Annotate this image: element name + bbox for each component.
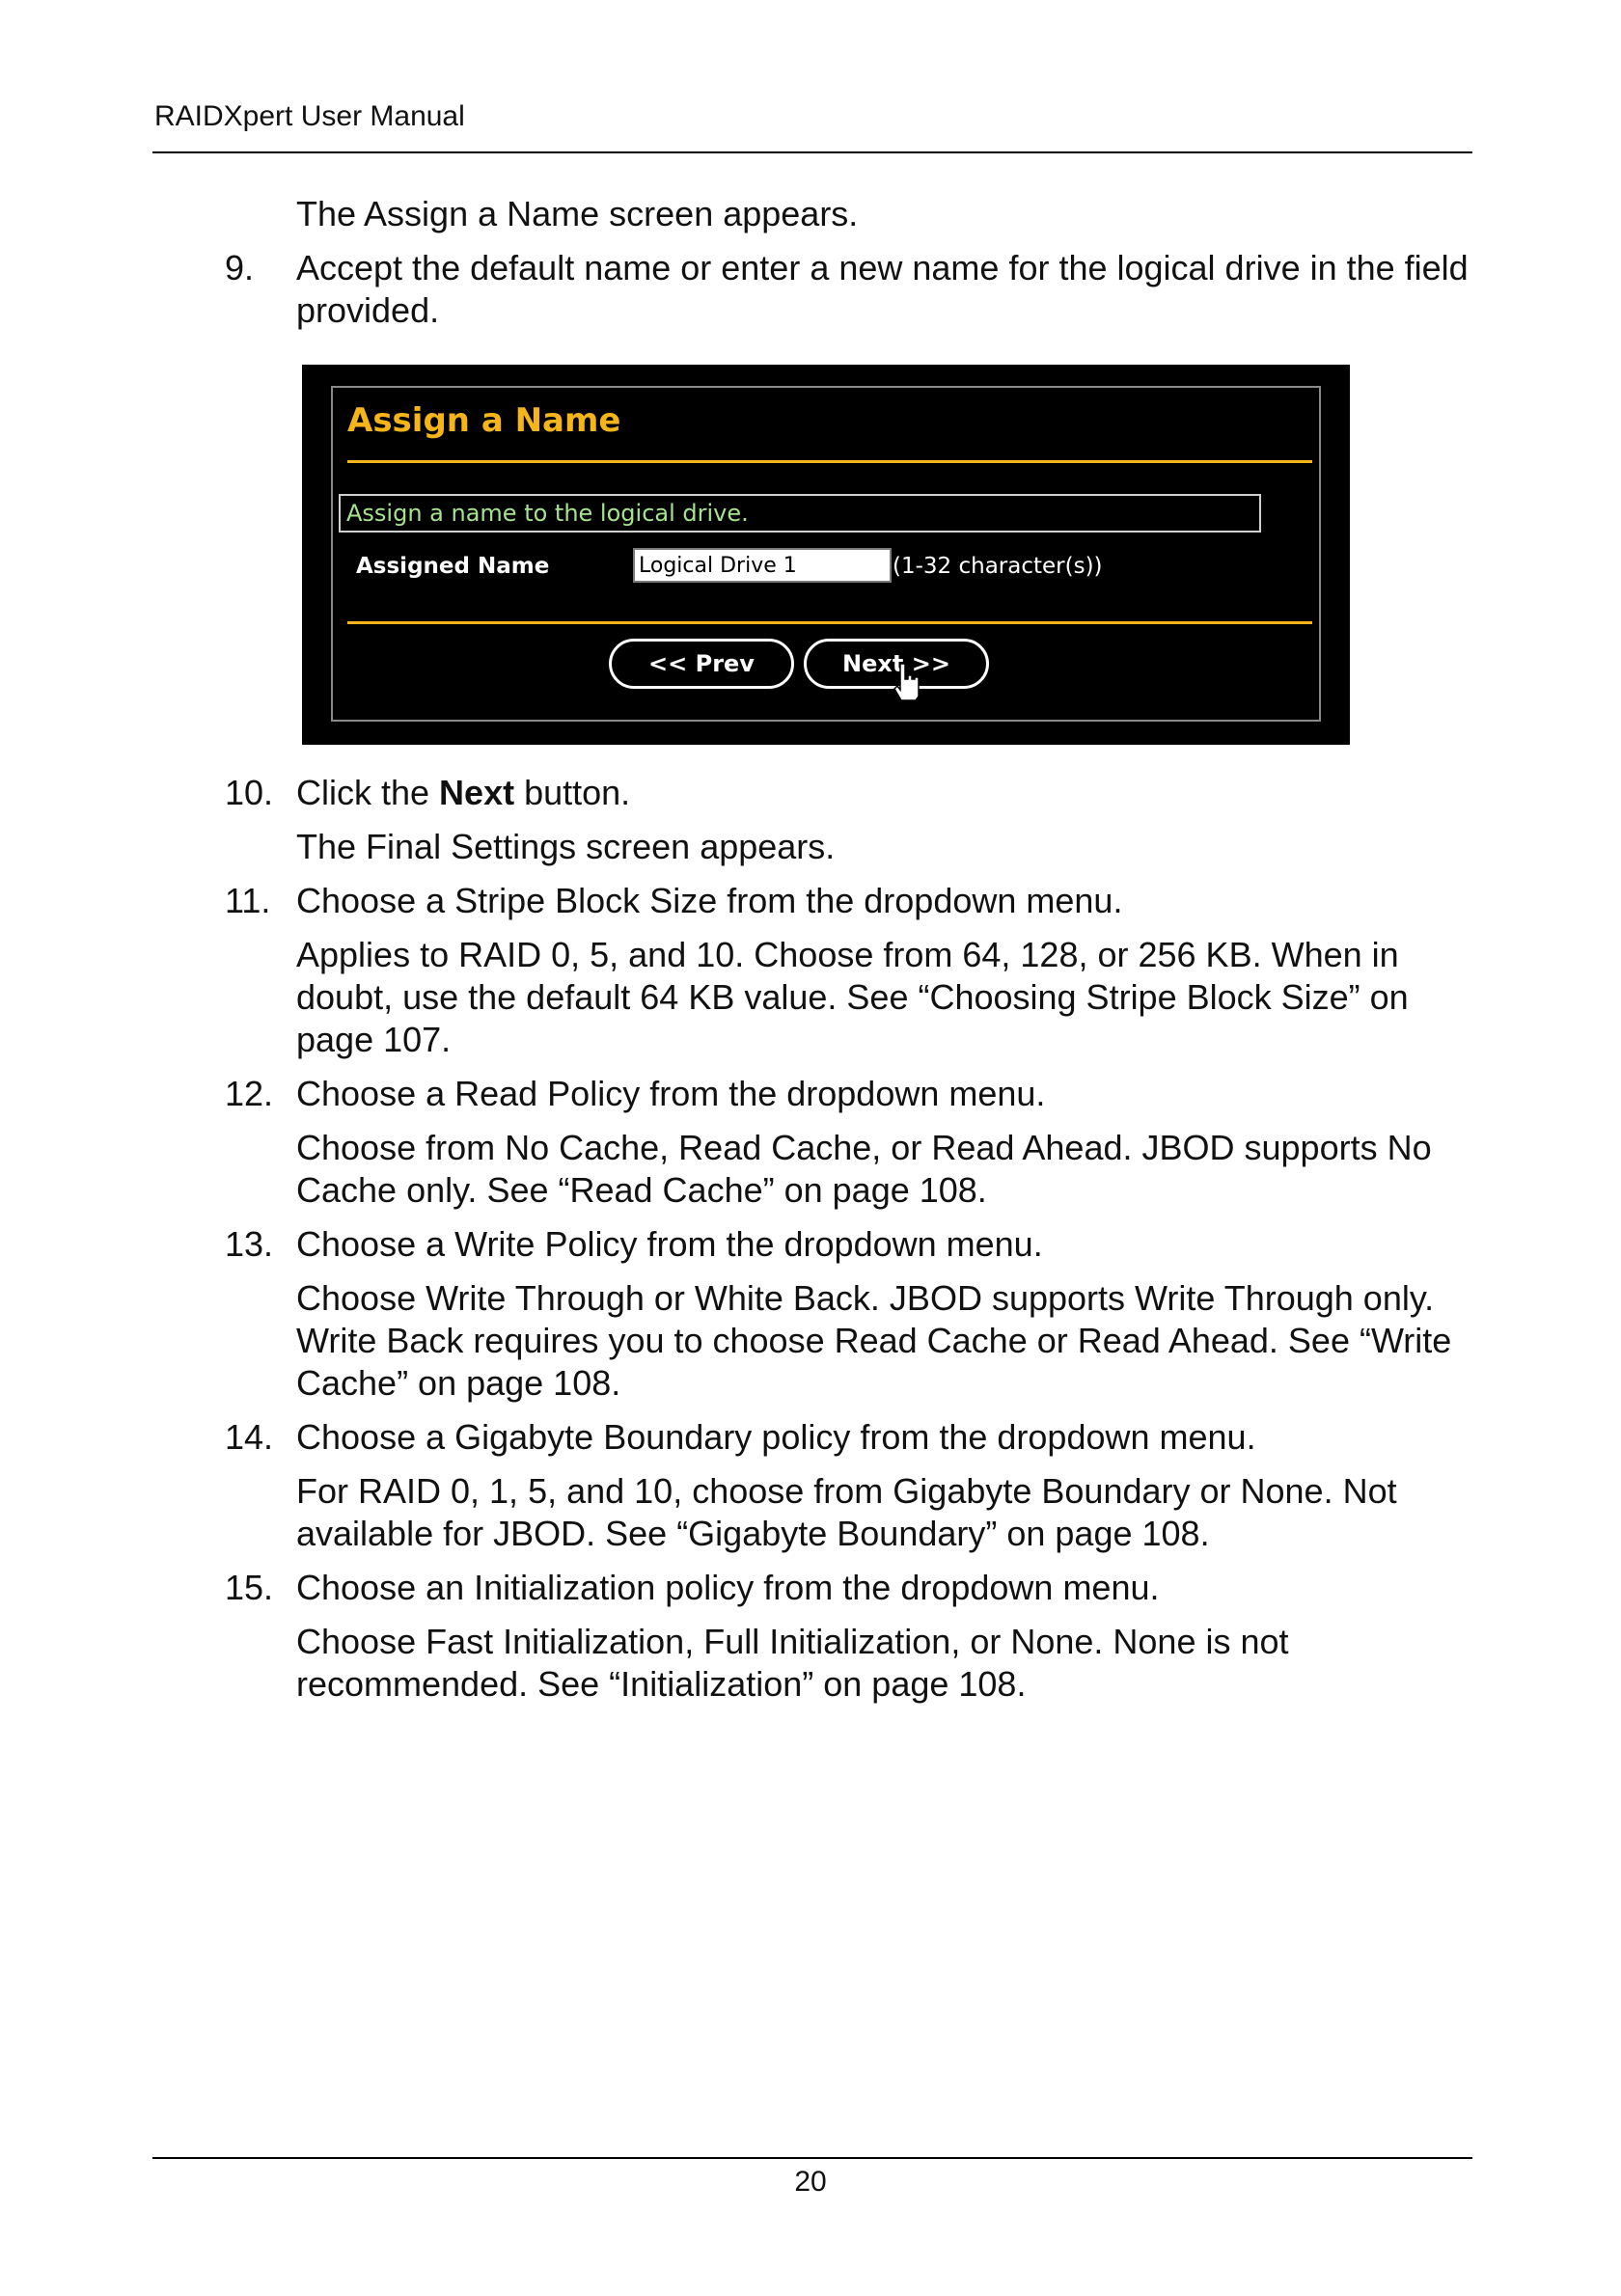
hand-cursor-icon [893, 662, 921, 700]
step-10 [154, 772, 1486, 814]
footer-rule [152, 2157, 1472, 2159]
step-text-pre: Click the [296, 773, 440, 812]
step-number: 13. [225, 1224, 274, 1264]
step-number: 14. [225, 1417, 274, 1457]
steps-continued [154, 772, 1486, 1717]
step-text: Choose a Stripe Block Size from the dropdown menu. [296, 881, 1123, 920]
step-text: Choose a Gigabyte Boundary policy from the dropdown menu. [296, 1417, 1256, 1457]
step-11-detail: Applies to RAID 0, 5, and 10. Choose from 64, 128, or 256 KB. When in doubt, use the default 64 KB value. See “Choosing Stripe Block Size” on page 107. [296, 935, 1409, 1059]
next-button[interactable]: Next >> [804, 639, 989, 689]
step-number: 9. [225, 248, 255, 287]
step-14 [154, 1416, 1486, 1459]
step-text: Choose a Write Policy from the dropdown menu. [296, 1224, 1043, 1264]
assigned-name-input[interactable] [633, 548, 892, 583]
step-number: 10. [225, 773, 274, 812]
screen-description: Assign a name to the logical drive. [339, 494, 1261, 533]
step-9 [154, 247, 1486, 332]
header-rule [152, 151, 1472, 153]
prev-button[interactable]: << Prev [609, 639, 794, 689]
step-12 [154, 1073, 1486, 1115]
next-emphasis: Next [439, 773, 515, 812]
step-14-detail: For RAID 0, 1, 5, and 10, choose from Gigabyte Boundary or None. Not available for JBOD. See “Gigabyte Boundary” on page 108. [296, 1471, 1397, 1553]
step-11 [154, 880, 1486, 922]
screen-title: Assign a Name [347, 401, 621, 440]
character-limit-hint: (1-32 character(s)) [893, 554, 1103, 579]
step-15-detail: Choose Fast Initialization, Full Initialization, or None. None is not recommended. See “Initialization” on page 108. [296, 1622, 1289, 1704]
step-number: 11. [225, 881, 271, 920]
after-step-10: The Final Settings screen appears. [296, 827, 836, 866]
step-number: 12. [225, 1074, 274, 1113]
step-15 [154, 1567, 1486, 1609]
step-13-detail: Choose Write Through or White Back. JBOD supports Write Through only. Write Back requires you to choose Read Cache or Read Ahead. See “Write Cache” on page 108. [296, 1278, 1452, 1403]
assigned-name-label: Assigned Name [356, 554, 550, 579]
step-number: 15. [225, 1568, 274, 1607]
intro-paragraph: The Assign a Name screen appears. [296, 194, 859, 233]
step-text: Choose a Read Policy from the dropdown menu. [296, 1074, 1046, 1113]
step-13 [154, 1223, 1486, 1266]
step-text: Choose an Initialization policy from the dropdown menu. [296, 1568, 1160, 1607]
step-text-post: button. [514, 773, 631, 812]
step-12-detail: Choose from No Cache, Read Cache, or Read Ahead. JBOD supports No Cache only. See “Read Cache” on page 108. [296, 1128, 1432, 1210]
page-number: 20 [794, 2166, 827, 2198]
running-header: RAIDXpert User Manual [154, 100, 465, 132]
page-body [154, 193, 1486, 343]
assign-name-screenshot [302, 365, 1350, 745]
bottom-divider [347, 621, 1312, 624]
title-divider [347, 460, 1312, 463]
step-text: Accept the default name or enter a new name for the logical drive in the field provided. [296, 248, 1469, 330]
